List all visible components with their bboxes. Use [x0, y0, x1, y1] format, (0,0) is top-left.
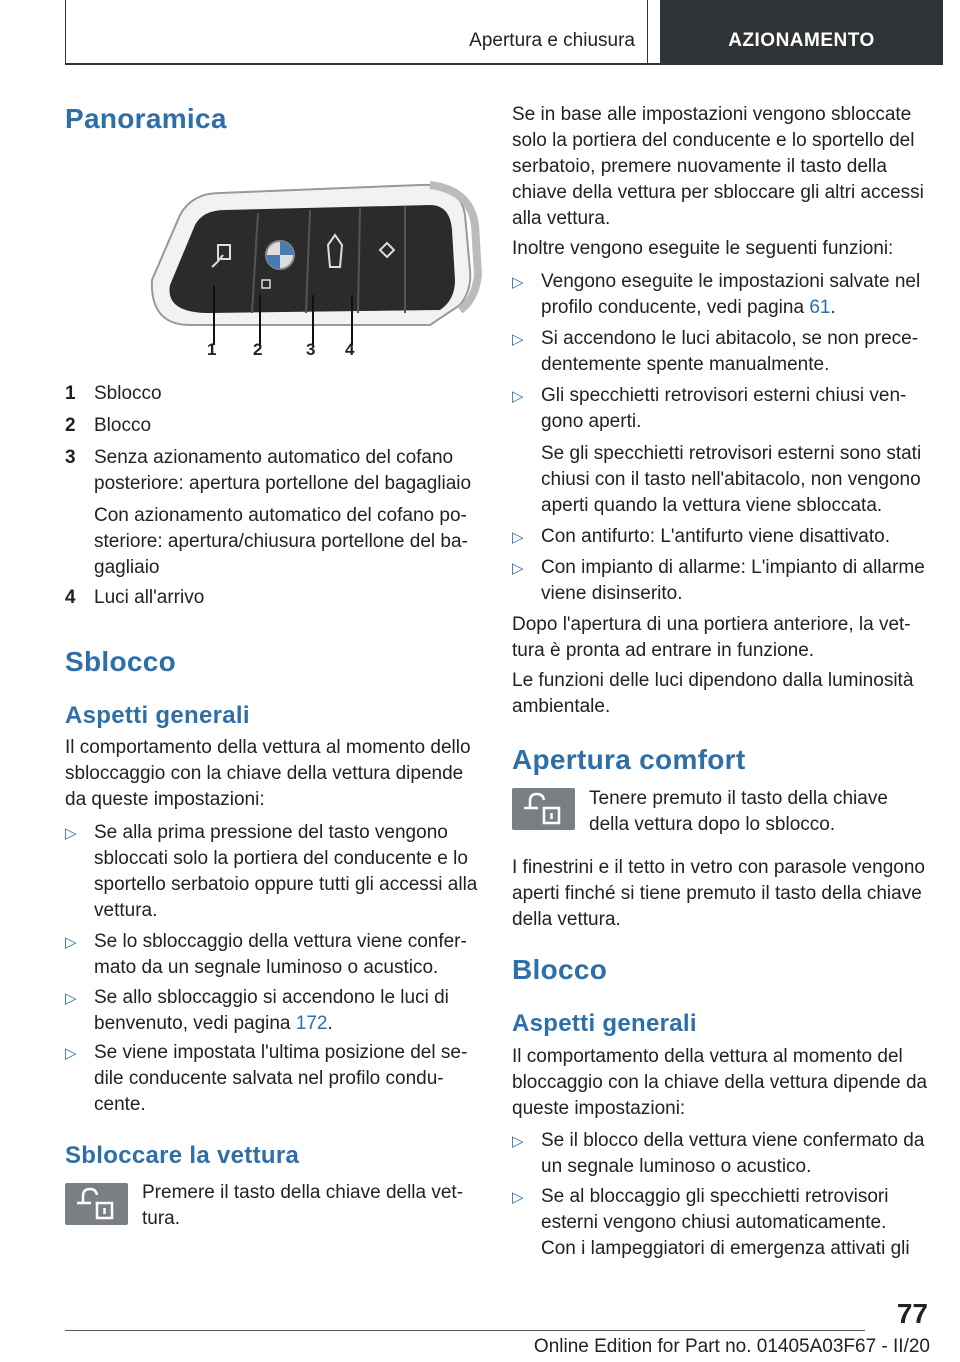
unlock-bullet-2: ▷ Se lo sbloccaggio della vettura viene confer- mato da un segnale luminoso o acustico.	[65, 931, 467, 978]
bullet-triangle-icon: ▷	[512, 1133, 524, 1150]
callout-4: 4	[345, 340, 355, 359]
subsection-general-lock: Aspetti generali	[512, 1010, 697, 1037]
header-chapter-tab	[660, 0, 943, 65]
item-number: 1	[65, 383, 76, 404]
callout-2: 2	[253, 340, 263, 359]
item-text: Senza azionamento automatico del cofano	[94, 447, 454, 468]
right-bullet-2: ▷ Si accendono le luci abitacolo, se non prece- dentemente spente manualmente.	[512, 328, 919, 375]
bullet-triangle-icon: ▷	[512, 274, 524, 291]
item-text: gagliaio	[94, 557, 160, 578]
item-text: Blocco	[94, 415, 152, 436]
unlock-bullet-1: ▷ Se alla prima pressione del tasto vengono sbloccati solo la portiera del conducente e lo sportello serbatoio oppure tutti gli accessi alla vettura.	[65, 822, 478, 921]
bullet-triangle-icon: ▷	[65, 934, 77, 951]
unlock-car-text: Premere il tasto della chiave della vet- tura.	[142, 1182, 464, 1229]
key-item-3	[65, 445, 480, 581]
item-text: posteriore: apertura portellone del bagagliaio	[94, 473, 472, 494]
bullet-triangle-icon: ▷	[512, 331, 524, 348]
car-key-fob-illustration	[130, 175, 485, 365]
callout-3: 3	[306, 340, 316, 359]
right-para-2: Inoltre vengono eseguite le seguenti funzioni:	[512, 238, 894, 259]
item-number: 3	[65, 447, 76, 468]
item-number: 2	[65, 415, 76, 436]
right-bullet-4: ▷ Con antifurto: L'antifurto viene disattivato.	[512, 524, 930, 550]
item-text: Con azionamento automatico del cofano po-	[94, 505, 467, 526]
bullet-triangle-icon: ▷	[65, 990, 77, 1007]
item-text: Sblocco	[94, 383, 162, 404]
section-title-unlock: Sblocco	[65, 646, 177, 677]
bullet-triangle-icon: ▷	[512, 388, 524, 405]
bullet-triangle-icon: ▷	[512, 1189, 524, 1206]
key-item-2	[65, 413, 480, 439]
bullet-triangle-icon: ▷	[512, 529, 524, 546]
bullet-triangle-icon: ▷	[65, 1045, 77, 1062]
header-rule	[65, 63, 895, 65]
bullet-triangle-icon: ▷	[512, 560, 524, 577]
lock-bullet-2: ▷ Se al bloccaggio gli specchietti retrovisori esterni vengono chiusi automaticamente. Con i lampeggiatori di emergenza attivati gli	[512, 1186, 910, 1259]
comfort-text: Tenere premuto il tasto della chiave della vettura dopo lo sblocco.	[589, 788, 888, 835]
comfort-para: I finestrini e il tetto in vetro con parasole vengono aperti finché si tiene premuto il tasto della chiave della vettura.	[512, 857, 925, 930]
bullet-triangle-icon: ▷	[65, 825, 77, 842]
right-bullet-3: ▷ Gli specchietti retrovisori esterni chiusi ven- gono aperti. Se gli specchietti retrovisori esterni sono stati chiusi con il tasto nell'abitacolo, non vengono aperti quando la vettura viene sbloccata.	[512, 385, 922, 516]
right-para-3: Dopo l'apertura di una portiera anteriore, la vet- tura è pronta ad entrare in funzione.	[512, 614, 911, 661]
unlock-intro: Il comportamento della vettura al momento dello sbloccaggio con la chiave della vettura dipende da queste impostazioni:	[65, 737, 471, 810]
padlock-open-icon	[512, 788, 575, 830]
section-title-lock: Blocco	[512, 954, 608, 985]
unlock-bullet-4: ▷ Se viene impostata l'ultima posizione del se- dile conducente salvata nel profilo condu- cente.	[65, 1042, 468, 1115]
item-number: 4	[65, 587, 76, 608]
lock-intro: Il comportamento della vettura al momento del bloccaggio con la chiave della vettura dipende da queste impostazioni:	[512, 1046, 928, 1119]
right-para-1: Se in base alle impostazioni vengono sbloccate solo la portiera del conducente e lo sportello del serbatoio, premere nuovamente il tasto della chiave della vettura per sbloccare gli altri accessi alla vettura.	[512, 104, 924, 229]
lock-bullet-1: ▷ Se il blocco della vettura viene confermato da un segnale luminoso o acustico.	[512, 1130, 925, 1177]
padlock-open-icon	[65, 1183, 128, 1225]
right-bullet-1: ▷ Vengono eseguite le impostazioni salvate nel profilo conducente, vedi pagina 61.	[512, 271, 921, 318]
unlock-icon-box	[65, 1183, 128, 1225]
header-chapter-title: AZIONAMENTO	[728, 30, 875, 51]
subsection-general-unlock: Aspetti generali	[65, 702, 250, 729]
key-item-4	[65, 585, 480, 611]
header-section-title: Apertura e chiusura	[469, 30, 635, 51]
subsection-unlock-car: Sbloccare la vettura	[65, 1142, 300, 1169]
page-link-61[interactable]: 61	[809, 297, 831, 318]
item-text: steriore: apertura/chiusura portellone del ba-	[94, 531, 468, 552]
page-number: 77	[896, 1298, 928, 1329]
unlock-bullet-3: ▷ Se allo sbloccaggio si accendono le luci di benvenuto, vedi pagina 172.	[65, 987, 449, 1034]
footer-edition: Online Edition for Part no. 01405A03F67 - II/20	[533, 1336, 930, 1357]
right-bullet-5: ▷ Con impianto di allarme: L'impianto di allarme viene disinserito.	[512, 557, 925, 604]
header-section	[65, 0, 648, 63]
right-para-4: Le funzioni delle luci dipendono dalla luminosità ambientale.	[512, 670, 914, 717]
key-item-1	[65, 381, 480, 407]
callout-1: 1	[207, 340, 217, 359]
section-title-comfort: Apertura comfort	[512, 744, 746, 775]
footer-rule	[65, 1330, 865, 1331]
comfort-icon-box	[512, 788, 575, 830]
section-title-overview: Panoramica	[65, 103, 227, 134]
item-text: Luci all'arrivo	[94, 587, 205, 608]
page-link-172[interactable]: 172	[295, 1013, 328, 1034]
